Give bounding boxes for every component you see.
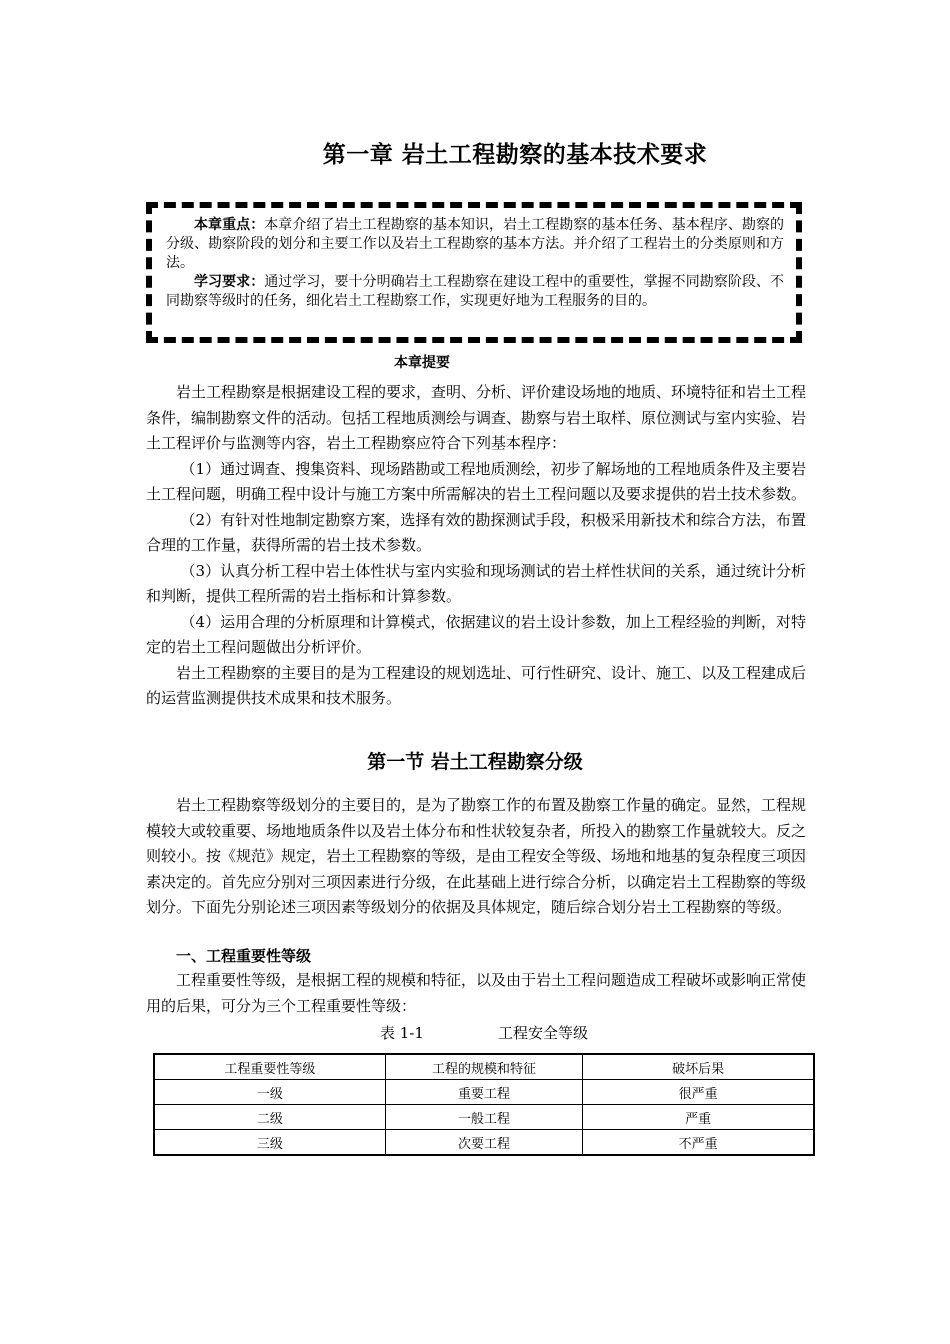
table-header-row xyxy=(154,1054,814,1080)
subsection-title: 一、工程重要性等级 xyxy=(176,947,312,965)
table-cell: 很严重 xyxy=(583,1080,814,1105)
section-title: 第一节 岩土工程勘察分级 xyxy=(367,751,583,773)
table-row xyxy=(154,1130,814,1156)
table-caption xyxy=(380,1022,588,1043)
requirements-text: 通过学习，要十分明确岩土工程勘察在建设工程中的重要性，掌握不同勘察阶段、不同勘察等级时的任务，细化岩土工程勘察工作，实现更好地为工程服务的目的。 xyxy=(166,274,785,309)
table-header-cell: 工程的规模和特征 xyxy=(385,1054,582,1080)
section-intro-body xyxy=(146,793,806,921)
table-cell: 重要工程 xyxy=(385,1080,582,1105)
table-cell: 一级 xyxy=(154,1080,385,1105)
outline-intro: 岩土工程勘察是根据建设工程的要求，查明、分析、评价建设场地的地质、环境特征和岩土工程条件，编制勘察文件的活动。包括工程地质测绘与调查、勘察与岩土取样、原位测试与室内实验、岩土工程评价与监测等内容，岩土工程勘察应符合下列基本程序： xyxy=(146,383,807,452)
table-row xyxy=(154,1080,814,1105)
outline-item-4: （4）运用合理的分析原理和计算模式，依据建议的岩土设计参数，加上工程经验的判断，对特定的岩土工程问题做出分析评价。 xyxy=(146,612,806,656)
table-cell: 一般工程 xyxy=(385,1105,582,1130)
section-intro: 岩土工程勘察等级划分的主要目的，是为了勘察工作的布置及勘察工作量的确定。显然，工程规模较大或较重要、场地地质条件以及岩土体分布和性状较复杂者，所投入的勘察工作量就较大。反之则较小。按《规范》规定，岩土工程勘察的等级，是由工程安全等级、场地和地基的复杂程度三项因素决定的。首先应分别对三项因素进行分级，在此基础上进行综合分析，以确定岩土工程勘察的等级划分。下面先分别论述三项因素等级划分的依据及具体规定，随后综合划分岩土工程勘察的等级。 xyxy=(146,796,807,916)
requirements-label: 学习要求： xyxy=(194,274,265,290)
key-points-paragraph xyxy=(166,216,784,273)
key-points-label: 本章重点： xyxy=(194,217,265,233)
subsection-body xyxy=(146,968,806,1019)
outline-title: 本章提要 xyxy=(394,355,450,371)
chapter-title: 第一章 岩土工程勘察的基本技术要求 xyxy=(322,142,708,168)
table-header-cell: 工程重要性等级 xyxy=(154,1054,385,1080)
table-cell: 三级 xyxy=(154,1130,385,1156)
table-cell: 严重 xyxy=(583,1105,814,1130)
table-caption-title: 工程安全等级 xyxy=(497,1024,588,1042)
outline-body xyxy=(146,380,806,712)
safety-level-table xyxy=(153,1053,815,1156)
table-cell: 二级 xyxy=(154,1105,385,1130)
table-caption-number: 表 1-1 xyxy=(380,1024,424,1042)
table-cell: 不严重 xyxy=(583,1130,814,1156)
requirements-paragraph xyxy=(166,273,784,311)
table-header-cell: 破坏后果 xyxy=(583,1054,814,1080)
chapter-summary-box xyxy=(146,202,802,343)
outline-item-1: （1）通过调查、搜集资料、现场踏勘或工程地质测绘，初步了解场地的工程地质条件及主要岩土工程问题，明确工程中设计与施工方案中所需解决的岩土工程问题以及要求提供的岩土技术参数。 xyxy=(146,459,807,503)
outline-item-3: （3）认真分析工程中岩土体性状与室内实验和现场测试的岩土样性状间的关系，通过统计分析和判断，提供工程所需的岩土指标和计算参数。 xyxy=(146,561,806,605)
key-points-text: 本章介绍了岩土工程勘察的基本知识，岩土工程勘察的基本任务、基本程序、勘察的分级、勘察阶段的划分和主要工作以及岩土工程勘察的基本方法。并介绍了工程岩土的分类原则和方法。 xyxy=(166,217,785,271)
outline-item-2: （2）有针对性地制定勘察方案，选择有效的勘探测试手段，积极采用新技术和综合方法，布置合理的工作量，获得所需的岩土技术参数。 xyxy=(146,510,806,554)
table-row xyxy=(154,1105,814,1130)
table-cell: 次要工程 xyxy=(385,1130,582,1156)
outline-purpose: 岩土工程勘察的主要目的是为工程建设的规划选址、可行性研究、设计、施工、以及工程建成后的运营监测提供技术成果和技术服务。 xyxy=(146,663,807,707)
subsection-text: 工程重要性等级，是根据工程的规模和特征，以及由于岩土工程问题造成工程破坏或影响正常使用的后果，可分为三个工程重要性等级： xyxy=(146,971,807,1015)
